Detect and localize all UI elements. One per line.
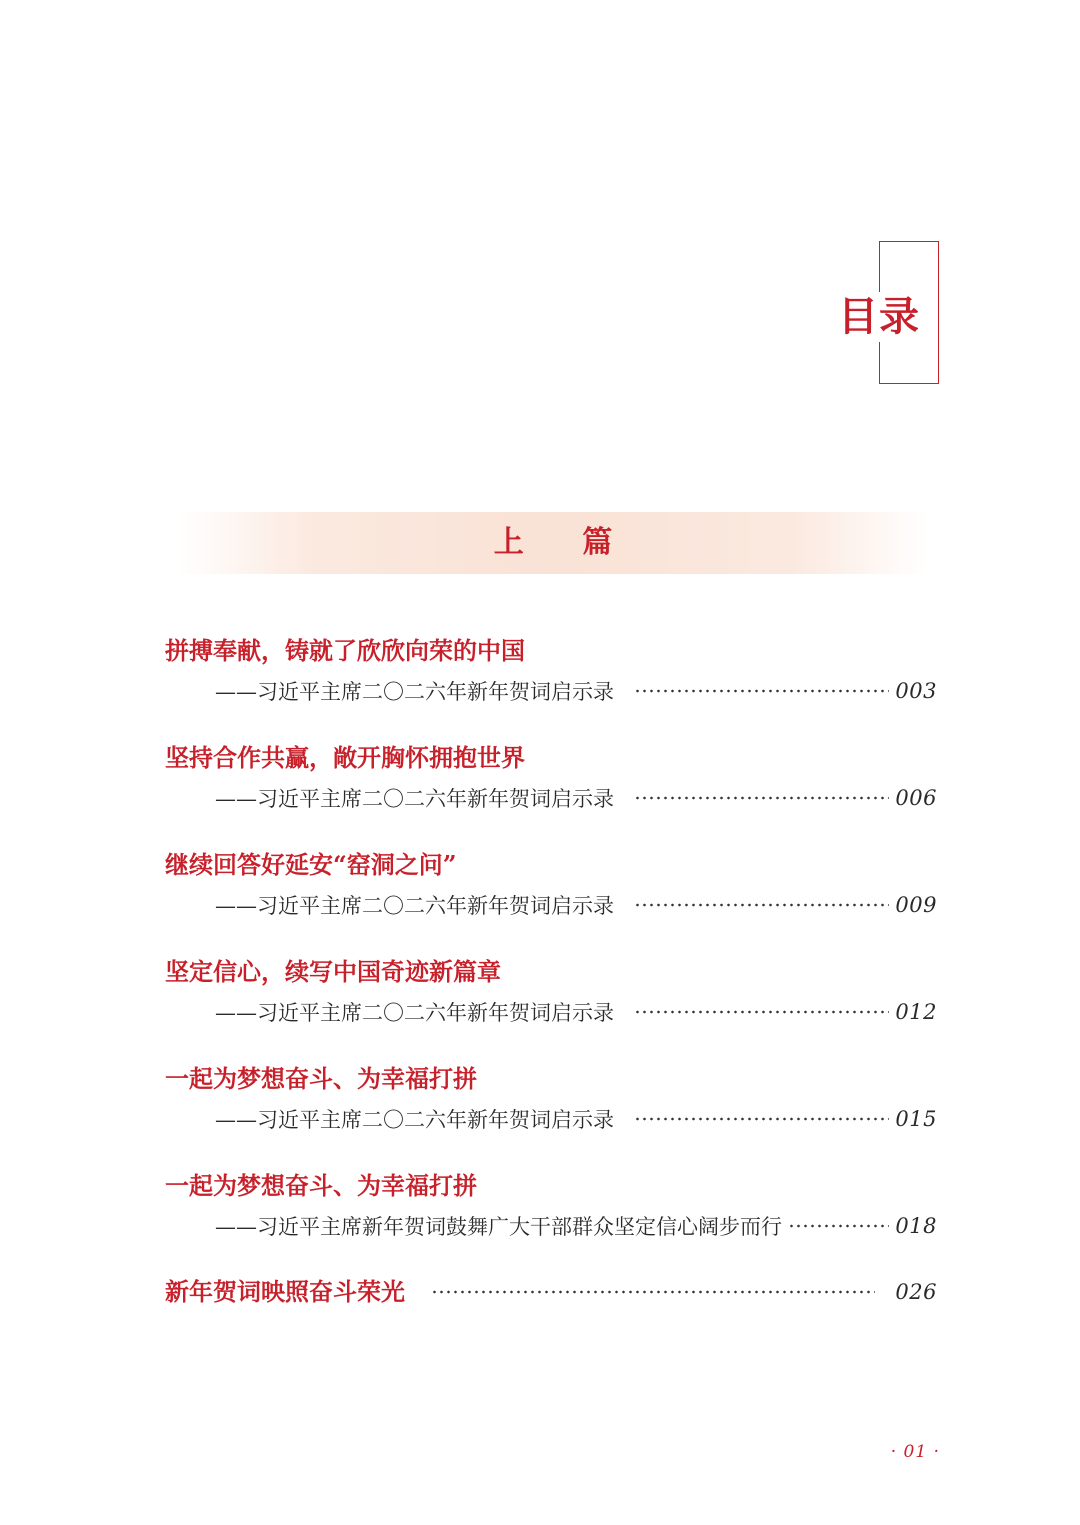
toc-entry-subtitle: ——习近平主席二〇二六年新年贺词启示录 — [215, 1108, 614, 1132]
toc-entry-title[interactable]: 继续回答好延安“窑洞之问” — [165, 850, 457, 879]
toc-entry-title[interactable]: 一起为梦想奋斗、为幸福打拼 — [165, 1171, 477, 1200]
section-label: 上 篇 — [493, 525, 637, 560]
toc-entry-subtitle-row — [215, 781, 937, 815]
toc-entry-title[interactable]: 拼搏奉献，铸就了欣欣向荣的中国 — [165, 636, 525, 665]
dot-leader — [634, 1008, 889, 1016]
toc-entry-subtitle: ——习近平主席二〇二六年新年贺词启示录 — [215, 787, 614, 811]
section-banner — [178, 512, 928, 574]
toc-entry[interactable] — [165, 737, 937, 844]
toc-entry-page[interactable]: 018 — [895, 1214, 937, 1238]
toc-entry[interactable] — [165, 951, 937, 1058]
toc-entry-title[interactable]: 一起为梦想奋斗、为幸福打拼 — [165, 1064, 477, 1093]
toc-entry-subtitle-row — [215, 674, 937, 708]
toc-entry-subtitle-row — [215, 995, 937, 1029]
toc-entry-page[interactable]: 003 — [895, 679, 937, 703]
toc-entry[interactable] — [165, 1165, 937, 1272]
toc-entry-subtitle: ——习近平主席新年贺词鼓舞广大干部群众坚定信心阔步而行 — [215, 1215, 782, 1239]
toc-entry-page[interactable]: 006 — [895, 786, 937, 810]
toc-entry-subtitle-row — [215, 888, 937, 922]
page-number: · 01 · — [890, 1442, 940, 1462]
dot-leader — [431, 1288, 875, 1296]
toc-entry-page[interactable]: 026 — [895, 1280, 937, 1304]
dot-leader — [634, 794, 889, 802]
toc-entry[interactable] — [165, 844, 937, 951]
toc-entry-title[interactable]: 新年贺词映照奋斗荣光 — [165, 1277, 405, 1306]
toc-entry-title[interactable]: 坚持合作共赢，敞开胸怀拥抱世界 — [165, 743, 525, 772]
toc-entry[interactable] — [165, 1272, 937, 1312]
toc-entry-title[interactable]: 坚定信心，续写中国奇迹新篇章 — [165, 957, 501, 986]
toc-entry[interactable] — [165, 1058, 937, 1165]
toc-entry-subtitle-row — [215, 1209, 937, 1243]
toc-entry[interactable] — [165, 630, 937, 737]
toc-entry-subtitle: ——习近平主席二〇二六年新年贺词启示录 — [215, 680, 614, 704]
toc-entry-page[interactable]: 015 — [895, 1107, 937, 1131]
dot-leader — [634, 687, 889, 695]
dot-leader — [634, 1115, 889, 1123]
toc-list — [165, 630, 937, 1312]
toc-entry-subtitle: ——习近平主席二〇二六年新年贺词启示录 — [215, 1001, 614, 1025]
toc-entry-subtitle-row — [215, 1102, 937, 1136]
toc-entry-subtitle: ——习近平主席二〇二六年新年贺词启示录 — [215, 894, 614, 918]
dot-leader — [788, 1222, 889, 1230]
toc-heading: 目录 — [832, 292, 920, 342]
toc-entry-page[interactable]: 009 — [895, 893, 937, 917]
toc-entry-page[interactable]: 012 — [895, 1000, 937, 1024]
dot-leader — [634, 901, 889, 909]
